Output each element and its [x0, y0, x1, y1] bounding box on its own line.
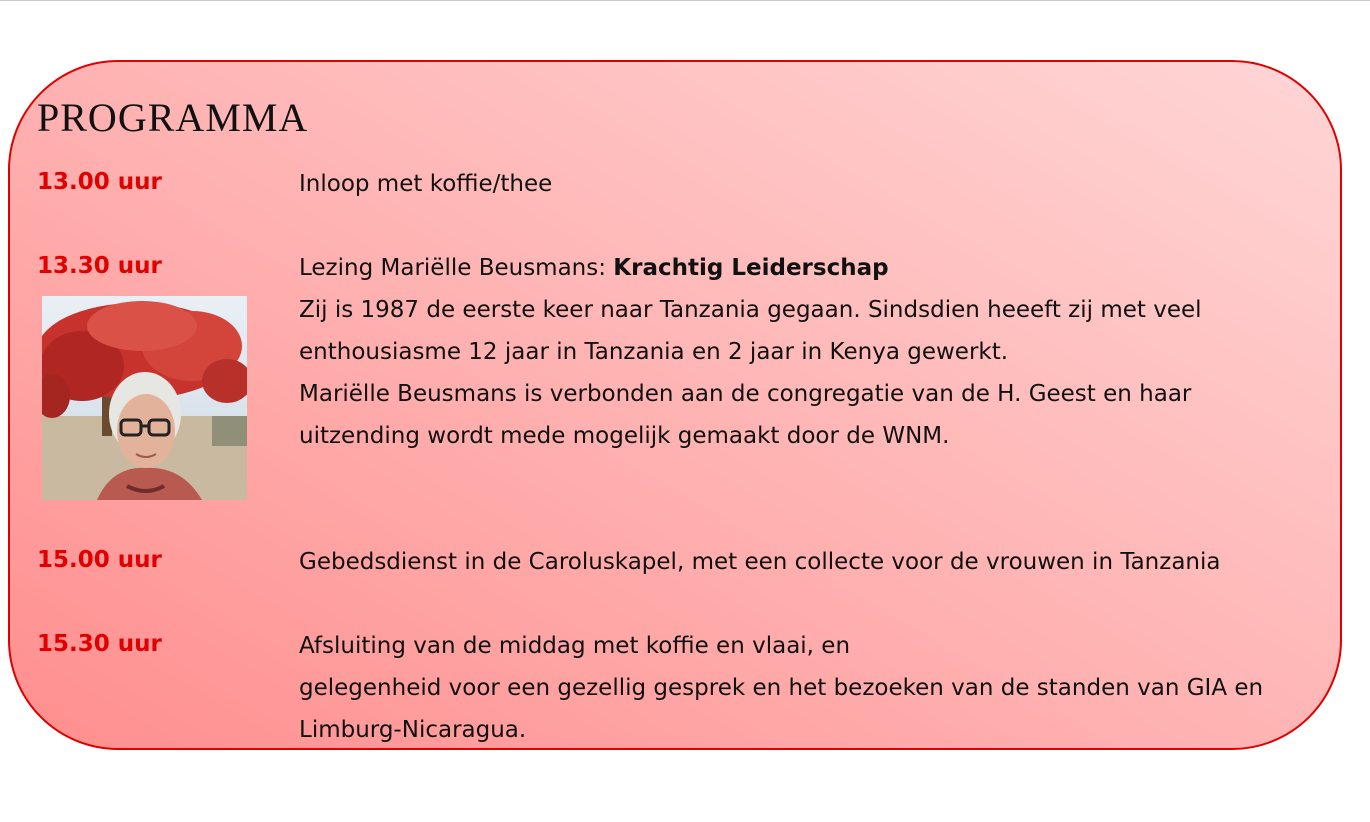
- lecture-title: Krachtig Leiderschap: [613, 255, 889, 281]
- lecture-line-1: Zij is 1987 de eerste keer naar Tanzania gegaan. Sindsdien heeeft zij met veel: [299, 297, 1202, 323]
- speaker-photo: [42, 296, 247, 500]
- closing-line-2: gelegenheid voor een gezellig gesprek en het bezoeken van de standen van GIA en: [299, 675, 1264, 701]
- time-1330: 13.30 uur: [37, 253, 162, 279]
- closing-line-3: Limburg-Nicaragua.: [299, 717, 527, 743]
- item-text-lezing: [299, 247, 889, 289]
- time-1300: 13.00 uur: [37, 169, 162, 195]
- lecture-lead: Lezing Mariëlle Beusmans:: [299, 255, 614, 281]
- lecture-line-4: uitzending wordt mede mogelijk gemaakt door de WNM.: [299, 423, 950, 449]
- item-text-gebedsdienst: Gebedsdienst in de Caroluskapel, met een collecte voor de vrouwen in Tanzania: [299, 549, 1221, 575]
- programme-title: PROGRAMMA: [37, 95, 309, 140]
- closing-line-1: Afsluiting van de middag met koffie en vlaai, en: [299, 633, 851, 659]
- time-1530: 15.30 uur: [37, 631, 162, 657]
- time-1500: 15.00 uur: [37, 547, 162, 573]
- lecture-line-2: enthousiasme 12 jaar in Tanzania en 2 jaar in Kenya gewerkt.: [299, 339, 1009, 365]
- top-divider: [0, 0, 1370, 1]
- lecture-line-3: Mariëlle Beusmans is verbonden aan de congregatie van de H. Geest en haar: [299, 381, 1192, 407]
- item-text-inloop: Inloop met koffie/thee: [299, 171, 553, 197]
